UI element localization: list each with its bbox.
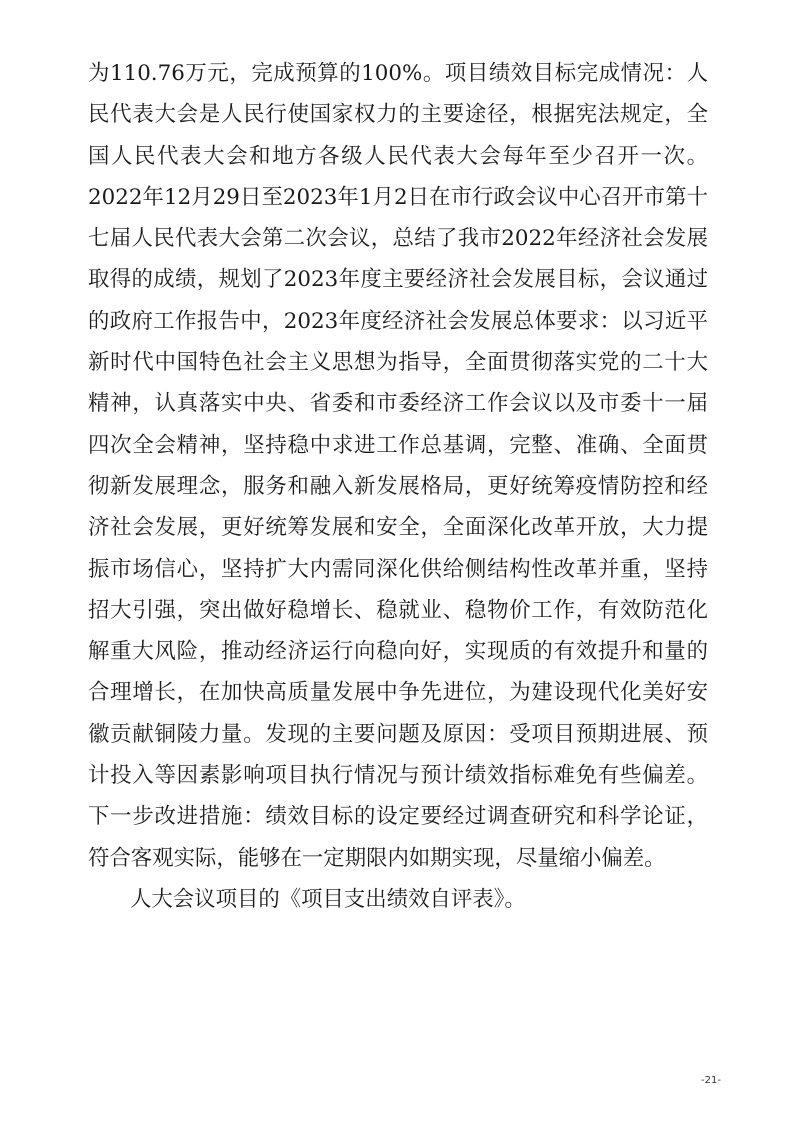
paragraph-performance-summary: 为110.76万元，完成预算的100%。项目绩效目标完成情况：人民代表大会是人民行使国家权力的主要途径，根据宪法规定，全国人民代表大会和地方各级人民代表大会每年至少召开一次。2022年12月29日至2023年1月2日在市行政会议中心召开市第十七届人民代表大会第二次会议，总结了我市2022年经济社会发展取得的成绩，规划了2023年度主要经济社会发展目标，会议通过的政府工作报告中，2023年度经济社会发展总体要求：以习近平新时代中国特色社会主义思想为指导，全面贯彻落实党的二十大精神，认真落实中央、省委和市委经济工作会议以及市委十一届四次全会精神，坚持稳中求进工作总基调，完整、准确、全面贯彻新发展理念，服务和融入新发展格局，更好统筹疫情防控和经济社会发展，更好统筹发展和安全，全面深化改革开放，大力提振市场信心，坚持扩大内需同深化供给侧结构性改革并重，坚持招大引强，突出做好稳增长、稳就业、稳物价工作，有效防范化解重大风险，推动经济运行向稳向好，实现质的有效提升和量的合理增长，在加快高质量发展中争先进位，为建设现代化美好安徽贡献铜陵力量。发现的主要问题及原因：受项目预期进展、预计投入等因素影响项目执行情况与预计绩效指标难免有些偏差。下一步改进措施：绩效目标的设定要经过调查研究和科学论证，符合客观实际，能够在一定期限内如期实现，尽量缩小偏差。 <box>88 61 708 871</box>
page-number: -21- <box>701 1075 721 1086</box>
paragraph-self-evaluation-table: 人大会议项目的《项目支出绩效自评表》。 <box>130 886 526 912</box>
document-body <box>88 53 708 920</box>
